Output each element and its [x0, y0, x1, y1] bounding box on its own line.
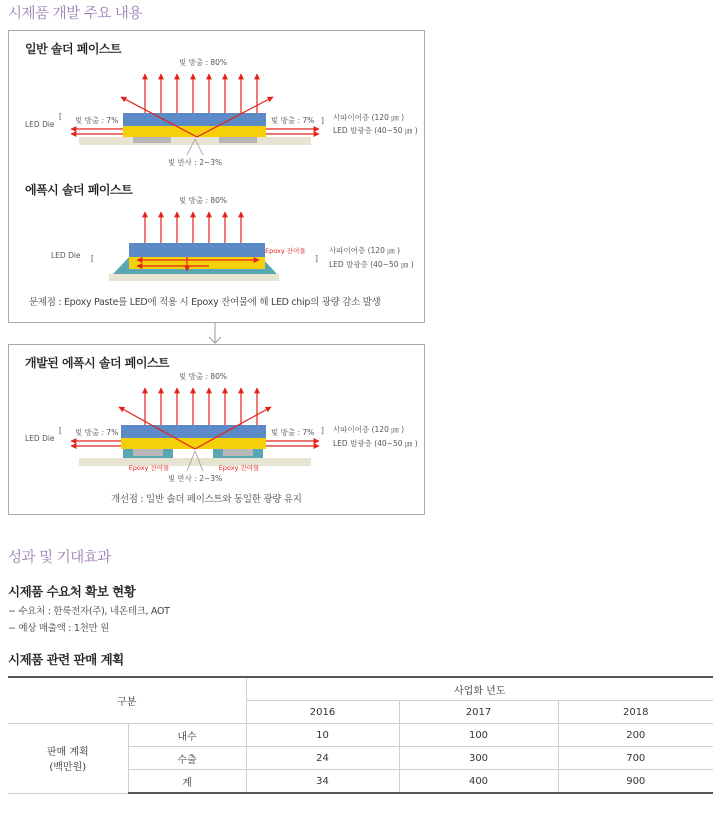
table-cell: 400: [399, 770, 558, 794]
header-year: 2017: [399, 701, 558, 724]
table-row: [8, 724, 713, 747]
table-cell: 24: [246, 747, 399, 770]
customers-heading: 시제품 수요처 확보 현황: [8, 584, 136, 599]
diagram-title-epoxy-solder: 에폭시 솔더 페이스트: [25, 183, 133, 197]
reflection-label: 빛 반사 : 2~3%: [167, 474, 223, 483]
down-connector-icon: [205, 323, 225, 345]
side-emission-left: 빛 방출 : 7%: [75, 428, 119, 437]
row-group-label: [8, 724, 128, 794]
table-cell: 700: [558, 747, 713, 770]
table-cell: 900: [558, 770, 713, 794]
problem-note: 문제점 : Epoxy Paste를 LED에 적용 시 Epoxy 잔여물에 해 LED chip의 광량 감소 발생: [29, 297, 381, 308]
improvement-note: 개선점 : 일반 솔더 페이스트와 동일한 광량 유지: [111, 494, 302, 505]
svg-text:]: ]: [321, 426, 324, 435]
led-layer-label: LED 발광층 (40~50 ㎛ ): [333, 439, 418, 448]
led-layer-label: LED 발광층 (40~50 ㎛ ): [329, 260, 414, 269]
svg-text:]: ]: [321, 116, 324, 125]
row-label: 수출: [128, 747, 246, 770]
led-layer-label: LED 발광층 (40~50 ㎛ ): [333, 126, 418, 135]
diagram-box-conventional: [8, 30, 425, 323]
table-cell: 300: [399, 747, 558, 770]
sales-plan-table: [8, 676, 713, 794]
top-emission-label: 빛 방출 : 80%: [178, 372, 228, 381]
svg-text:[: [: [59, 426, 62, 435]
row-group-line2: (백만원): [49, 762, 87, 774]
sapphire-layer: [121, 425, 266, 438]
led-layer: [129, 257, 265, 269]
led-die-label: LED Die: [25, 120, 55, 129]
header-years-group: 사업화 년도: [246, 677, 713, 701]
diagram-title-general-solder: 일반 솔더 페이스트: [25, 42, 122, 56]
customers-line: − 수요처 : 한룩전자(주), 네온테크, AOT: [8, 606, 170, 617]
header-category: 구분: [8, 677, 246, 724]
solder-pad: [133, 449, 163, 456]
svg-text:[: [: [91, 254, 94, 263]
section-title-development: 시제품 개발 주요 내용: [8, 6, 142, 22]
header-year: 2018: [558, 701, 713, 724]
sapphire-label: 사파이어층 (120 ㎛ ): [329, 246, 401, 255]
led-die-label: LED Die: [25, 434, 55, 443]
row-label: 내수: [128, 724, 246, 747]
led-layer: [121, 438, 266, 449]
epoxy-residue-label: Epoxy 잔여물: [128, 464, 170, 472]
side-emission-right: 빛 방출 : 7%: [271, 116, 315, 125]
table-header-row: [8, 677, 713, 701]
svg-text:[: [: [59, 112, 62, 121]
diagram-title-developed-epoxy: 개발된 에폭시 솔더 페이스트: [25, 356, 170, 370]
diagram-box-developed: [8, 344, 425, 515]
side-emission-right: 빛 방출 : 7%: [271, 428, 315, 437]
table-cell: 10: [246, 724, 399, 747]
top-emission-label: 빛 방출 : 80%: [178, 196, 228, 205]
substrate: [79, 137, 311, 145]
epoxy-residue-label: Epoxy 잔여물: [265, 247, 306, 255]
led-die-label: LED Die: [51, 251, 81, 260]
led-diagram-general: [9, 31, 426, 324]
svg-text:]: ]: [315, 254, 318, 263]
sales-plan-heading: 시제품 관련 판매 계획: [8, 652, 124, 667]
substrate: [79, 458, 311, 466]
reflection-label: 빛 반사 : 2~3%: [167, 158, 223, 167]
header-year: 2016: [246, 701, 399, 724]
sapphire-label: 사파이어층 (120 ㎛ ): [333, 425, 405, 434]
top-emission-label: 빛 방출 : 80%: [178, 58, 228, 67]
side-emission-left: 빛 방출 : 7%: [75, 116, 119, 125]
row-group-line1: 판매 계획: [46, 747, 89, 759]
sapphire-layer: [129, 243, 265, 257]
table-cell: 100: [399, 724, 558, 747]
revenue-line: − 예상 매출액 : 1천만 원: [8, 623, 109, 634]
section-title-results: 성과 및 기대효과: [8, 550, 111, 566]
table-cell: 200: [558, 724, 713, 747]
solder-pad: [223, 449, 253, 456]
epoxy-residue-label: Epoxy 잔여물: [218, 464, 260, 472]
sapphire-layer: [123, 113, 266, 126]
substrate: [109, 274, 279, 281]
row-label: 계: [128, 770, 246, 794]
epoxy-residue: [169, 269, 219, 274]
table-cell: 34: [246, 770, 399, 794]
sapphire-label: 사파이어층 (120 ㎛ ): [333, 113, 405, 122]
